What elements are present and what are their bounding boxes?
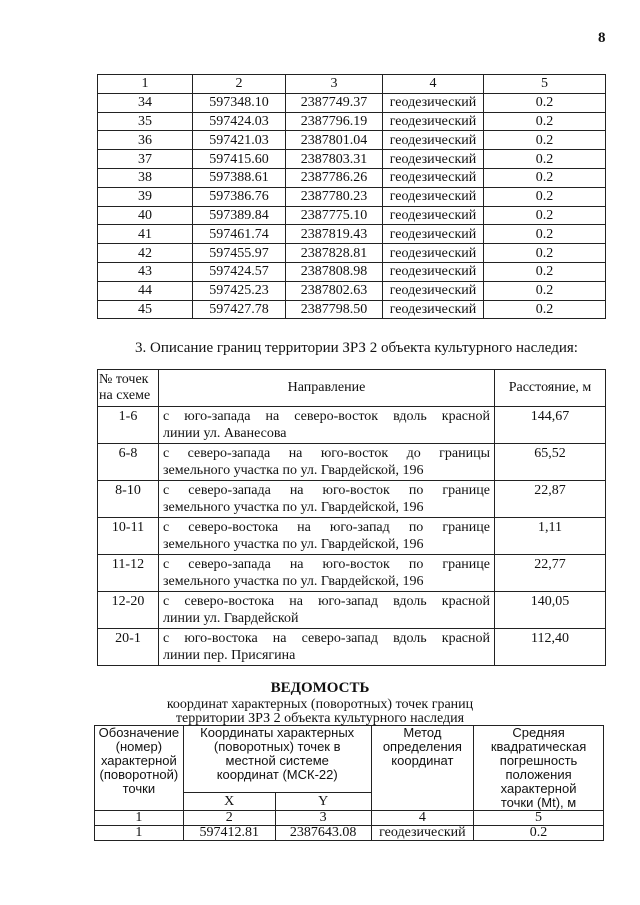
distance-cell: 140,05	[495, 592, 606, 629]
table-cell: 597415.60	[193, 150, 286, 169]
table-cell: 2387643.08	[275, 826, 371, 841]
table-cell: 2387801.04	[286, 131, 383, 150]
direction-cell	[159, 407, 495, 444]
direction-line-1: с северо-востока на юго-запад вдоль красной	[163, 594, 490, 609]
header-distance: Расстояние, м	[495, 370, 606, 407]
section-3-title: 3. Описание границ территории ЗРЗ 2 объекта культурного наследия:	[135, 340, 578, 356]
column-number-cell: 2	[183, 811, 275, 826]
table-cell: 597427.78	[193, 300, 286, 319]
header-points-line2: на схеме	[99, 388, 151, 403]
header-x: X	[183, 793, 275, 811]
direction-line-1: с северо-запада на юго-восток до границы	[163, 446, 490, 461]
header-text-line: положения	[505, 767, 572, 782]
header-text-line: характерной	[500, 781, 577, 796]
table-cell: 35	[98, 112, 193, 131]
table-cell: 597461.74	[193, 225, 286, 244]
direction-line-2: линии пер. Присягина	[163, 648, 296, 663]
table-row	[98, 131, 606, 150]
table-cell: 1	[95, 826, 184, 841]
header-text-line: местной системе	[225, 753, 329, 768]
table-cell: 39	[98, 187, 193, 206]
table-row	[98, 481, 606, 518]
table-row	[98, 206, 606, 225]
table-row	[98, 93, 606, 112]
direction-line-2: земельного участка по ул. Гвардейской, 196	[163, 574, 424, 589]
table-row	[98, 187, 606, 206]
table-cell: 0.2	[474, 826, 604, 841]
header-y: Y	[275, 793, 371, 811]
header-text-line: Координаты характерных	[200, 725, 355, 740]
distance-cell: 65,52	[495, 444, 606, 481]
direction-line-1: с юго-запада на северо-восток вдоль красной	[163, 409, 490, 424]
header-text-line: (поворотных) точек в	[213, 739, 341, 754]
table-cell: 597455.97	[193, 244, 286, 263]
table-cell: 597386.76	[193, 187, 286, 206]
distance-cell: 22,87	[495, 481, 606, 518]
table-cell: геодезический	[383, 150, 484, 169]
table-cell: геодезический	[383, 131, 484, 150]
column-number-cell: 4	[371, 811, 473, 826]
points-cell: 11-12	[98, 555, 159, 592]
table-row	[98, 112, 606, 131]
table-header-row	[95, 726, 604, 793]
direction-line-1: с северо-востока на юго-запад по границе	[163, 520, 490, 535]
column-number-cell: 1	[98, 75, 193, 94]
table-cell: 42	[98, 244, 193, 263]
table-cell: 0.2	[484, 244, 606, 263]
table-cell: 597424.57	[193, 262, 286, 281]
table-row	[98, 262, 606, 281]
direction-cell	[159, 518, 495, 555]
table-row	[98, 518, 606, 555]
direction-line-2: земельного участка по ул. Гвардейской, 196	[163, 463, 424, 478]
table-cell: 2387780.23	[286, 187, 383, 206]
header-text-line: точки	[122, 781, 156, 796]
distance-cell: 112,40	[495, 629, 606, 666]
header-text-line: характерной	[100, 753, 177, 768]
column-number-cell: 3	[286, 75, 383, 94]
table-cell: 597425.23	[193, 281, 286, 300]
table-cell: 597348.10	[193, 93, 286, 112]
table-cell: 0.2	[484, 281, 606, 300]
table-cell: 34	[98, 93, 193, 112]
direction-cell	[159, 555, 495, 592]
table-cell: геодезический	[383, 93, 484, 112]
direction-cell	[159, 481, 495, 518]
table-cell: 597412.81	[183, 826, 275, 841]
table-cell: 2387749.37	[286, 93, 383, 112]
table-row	[98, 281, 606, 300]
table-row	[98, 444, 606, 481]
table-row	[98, 168, 606, 187]
header-text-line: Метод	[403, 725, 442, 740]
table-row	[98, 225, 606, 244]
distance-cell: 144,67	[495, 407, 606, 444]
table-cell: 0.2	[484, 112, 606, 131]
table-cell: 0.2	[484, 206, 606, 225]
header-text-line: (поворотной)	[99, 767, 179, 782]
table-cell: 0.2	[484, 93, 606, 112]
header-error	[474, 726, 604, 811]
table-cell: геодезический	[383, 206, 484, 225]
header-text-line: координат (МСК-22)	[216, 767, 338, 782]
table-cell: 2387796.19	[286, 112, 383, 131]
direction-line-1: с северо-запада на юго-восток по границе	[163, 483, 490, 498]
table-cell: 2387802.63	[286, 281, 383, 300]
points-cell: 8-10	[98, 481, 159, 518]
header-text-line: погрешность	[499, 753, 578, 768]
header-method	[371, 726, 473, 811]
table-cell: 2387798.50	[286, 300, 383, 319]
table-cell: 0.2	[484, 150, 606, 169]
table-cell: 0.2	[484, 300, 606, 319]
column-numbers-row	[95, 811, 604, 826]
table-row	[98, 592, 606, 629]
table-cell: 0.2	[484, 225, 606, 244]
table-row	[95, 826, 604, 841]
header-text-line: Обозначение	[98, 725, 180, 740]
table-row	[98, 629, 606, 666]
table-cell: 43	[98, 262, 193, 281]
distance-cell: 22,77	[495, 555, 606, 592]
direction-line-2: линии ул. Гвардейской	[163, 611, 299, 626]
table-cell: геодезический	[383, 300, 484, 319]
table-cell: 2387803.31	[286, 150, 383, 169]
table-cell: 597388.61	[193, 168, 286, 187]
table-cell: 0.2	[484, 187, 606, 206]
table-cell: геодезический	[383, 112, 484, 131]
table-cell: 2387786.26	[286, 168, 383, 187]
table-cell: 2387819.43	[286, 225, 383, 244]
coordinates-table-continued	[97, 74, 606, 319]
table-cell: 44	[98, 281, 193, 300]
header-point-designation	[95, 726, 184, 811]
column-number-cell: 1	[95, 811, 184, 826]
vedomost-title: ВЕДОМОСТЬ	[270, 680, 370, 696]
column-number-cell: 5	[474, 811, 604, 826]
table-header-row	[98, 75, 606, 94]
table-cell: 597421.03	[193, 131, 286, 150]
header-text-line: квадратическая	[490, 739, 587, 754]
column-number-cell: 5	[484, 75, 606, 94]
vedomost-table	[94, 725, 604, 841]
table-cell: 597389.84	[193, 206, 286, 225]
direction-cell	[159, 629, 495, 666]
points-cell: 1-6	[98, 407, 159, 444]
table-cell: 41	[98, 225, 193, 244]
points-cell: 12-20	[98, 592, 159, 629]
direction-line-2: земельного участка по ул. Гвардейской, 196	[163, 537, 424, 552]
header-coordinates	[183, 726, 371, 793]
header-points-line1: № точек	[99, 372, 149, 387]
header-text-line: определения	[382, 739, 462, 754]
table-cell: 0.2	[484, 168, 606, 187]
header-direction: Направление	[159, 370, 495, 407]
table-cell: геодезический	[383, 281, 484, 300]
table-cell: геодезический	[371, 826, 473, 841]
table-cell: 2387808.98	[286, 262, 383, 281]
table-cell: 36	[98, 131, 193, 150]
header-text-line: (номер)	[115, 739, 163, 754]
table-cell: геодезический	[383, 262, 484, 281]
table-cell: геодезический	[383, 244, 484, 263]
direction-line-1: с юго-востока на северо-запад вдоль красной	[163, 631, 490, 646]
table-cell: геодезический	[383, 225, 484, 244]
table-row	[98, 407, 606, 444]
table-header-row	[98, 370, 606, 407]
table-cell: 2387775.10	[286, 206, 383, 225]
table-cell: геодезический	[383, 187, 484, 206]
table-cell: 37	[98, 150, 193, 169]
direction-line-2: линии ул. Аванесова	[163, 426, 287, 441]
table-row	[98, 150, 606, 169]
table-cell: 38	[98, 168, 193, 187]
header-text-line: Средняя	[512, 725, 565, 740]
distance-cell: 1,11	[495, 518, 606, 555]
direction-cell	[159, 444, 495, 481]
header-points	[98, 370, 159, 407]
table-row	[98, 300, 606, 319]
column-number-cell: 3	[275, 811, 371, 826]
direction-cell	[159, 592, 495, 629]
table-cell: геодезический	[383, 168, 484, 187]
header-text-line: точки (Mt), м	[500, 795, 577, 810]
direction-line-1: с северо-запада на юго-восток по границе	[163, 557, 490, 572]
header-text-line: координат	[391, 753, 454, 768]
table-row	[98, 244, 606, 263]
table-cell: 597424.03	[193, 112, 286, 131]
direction-line-2: земельного участка по ул. Гвардейской, 196	[163, 500, 424, 515]
page-number: 8	[598, 30, 606, 46]
table-row	[98, 555, 606, 592]
vedomost-subtitle-2: территории ЗРЗ 2 объекта культурного наследия	[175, 711, 465, 726]
points-cell: 6-8	[98, 444, 159, 481]
table-cell: 40	[98, 206, 193, 225]
vedomost-subtitle-1: координат характерных (поворотных) точек границ	[166, 697, 474, 712]
table-cell: 2387828.81	[286, 244, 383, 263]
table-cell: 0.2	[484, 262, 606, 281]
table-cell: 45	[98, 300, 193, 319]
boundary-description-table	[97, 369, 606, 666]
table-cell: 0.2	[484, 131, 606, 150]
column-number-cell: 2	[193, 75, 286, 94]
points-cell: 10-11	[98, 518, 159, 555]
points-cell: 20-1	[98, 629, 159, 666]
column-number-cell: 4	[383, 75, 484, 94]
